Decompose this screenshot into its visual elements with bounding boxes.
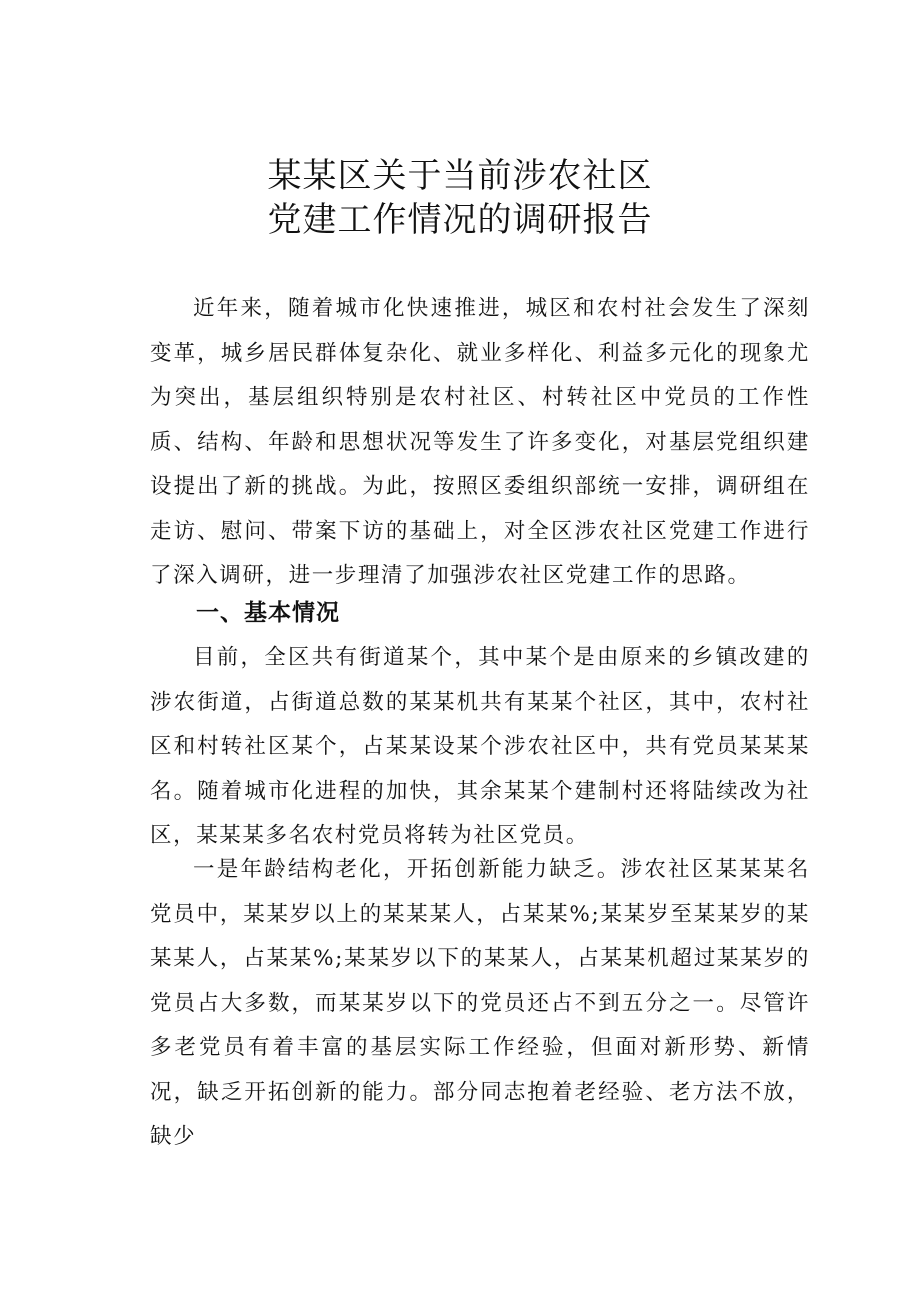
intro-paragraph: 近年来，随着城市化快速推进，城区和农村社会发生了深刻变革，城乡居民群体复杂化、就业多样化、利益多元化的现象尤为突出，基层组织特别是农村社区、村转社区中党员的工作性质、结构、年龄和思想状况等发生了许多变化，对基层党组织建设提出了新的挑战。为此，按照区委组织部统一安排，调研组在走访、慰问、带案下访的基础上，对全区涉农社区党建工作进行了深入调研，进一步理清了加强涉农社区党建工作的思路。	[150, 296, 810, 588]
title-line-1: 某某区关于当前涉农社区	[267, 156, 653, 196]
title-line-2: 党建工作情况的调研报告	[267, 200, 653, 240]
section-heading-basic-situation: 一、基本情况	[196, 600, 340, 626]
age-structure-paragraph: 一是年龄结构老化，开拓创新能力缺乏。涉农社区某某某名党员中，某某岁以上的某某某人，占某某%;某某岁至某某岁的某某某人，占某某%;某某岁以下的某某人，占某某机超过某某岁的党员占大多数，而某某岁以下的党员还占不到五分之一。尽管许多老党员有着丰富的基层实际工作经验，但面对新形势、新情况，缺乏开拓创新的能力。部分同志抱着老经验、老方法不放，缺少	[150, 857, 810, 1149]
document-title	[0, 154, 920, 242]
situation-paragraph: 目前，全区共有街道某个，其中某个是由原来的乡镇改建的涉农街道，占街道总数的某某机共有某某个社区，其中，农村社区和村转社区某个，占某某设某个涉农社区中，共有党员某某某名。随着城市化进程的加快，其余某某个建制村还将陆续改为社区，某某某多名农村党员将转为社区党员。	[150, 645, 810, 848]
